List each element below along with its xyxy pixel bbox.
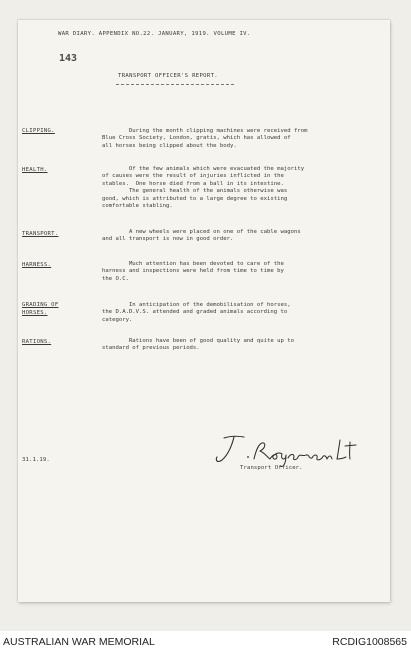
- section-label-clipping: CLIPPING.: [22, 128, 55, 134]
- header-line: WAR DIARY. APPENDIX NO.22. JANUARY, 1919. VOLUME IV.: [58, 31, 251, 37]
- signatory-role: Transport Officer.: [240, 465, 303, 471]
- footer-archive-name: AUSTRALIAN WAR MEMORIAL: [3, 636, 155, 648]
- section-text-rations: Rations have been of good quality and quite up to standard of previous periods.: [102, 338, 294, 352]
- section-text-harness: Much attention has been devoted to care of the harness and inspections were held from time to time by the O.C.: [102, 261, 284, 282]
- section-label-grading-horses: HORSES.: [22, 310, 48, 316]
- section-label-grading: GRADING OF: [22, 302, 59, 308]
- archive-footer: [0, 631, 411, 653]
- section-text-health: Of the few animals which were evacuated the majority of causes were the result of injuries inflicted in the stables. One horse died from a ball in its intestine. The general health of the animals otherwise was good, which is attributed to a large degree to existing comfortable stabling.: [102, 166, 305, 210]
- section-label-health: HEALTH.: [22, 167, 48, 173]
- footer-record-id: RCDIG1008565: [332, 636, 407, 648]
- document-sheet: [18, 20, 390, 602]
- report-title: TRANSPORT OFFICER'S REPORT.: [118, 73, 219, 79]
- section-label-harness: HARNESS.: [22, 262, 52, 268]
- section-label-transport: TRANSPORT.: [22, 231, 59, 237]
- section-text-grading: In anticipation of the demobilisation of horses, the D.A.D.V.S. attended and graded animals according to category.: [102, 302, 291, 323]
- report-date: 31.1.19.: [22, 457, 50, 463]
- section-label-rations: RATIONS.: [22, 339, 52, 345]
- title-underline: [116, 84, 234, 85]
- section-text-transport: A new wheels were placed on one of the cable wagons and all transport is now in good order.: [102, 229, 301, 243]
- page-number: 143: [59, 53, 78, 64]
- section-text-clipping: During the month clipping machines were received from Blue Cross Society, London, gratis, which has allowed of all horses being clipped about the body.: [102, 128, 308, 149]
- handwritten-signature: [210, 430, 360, 470]
